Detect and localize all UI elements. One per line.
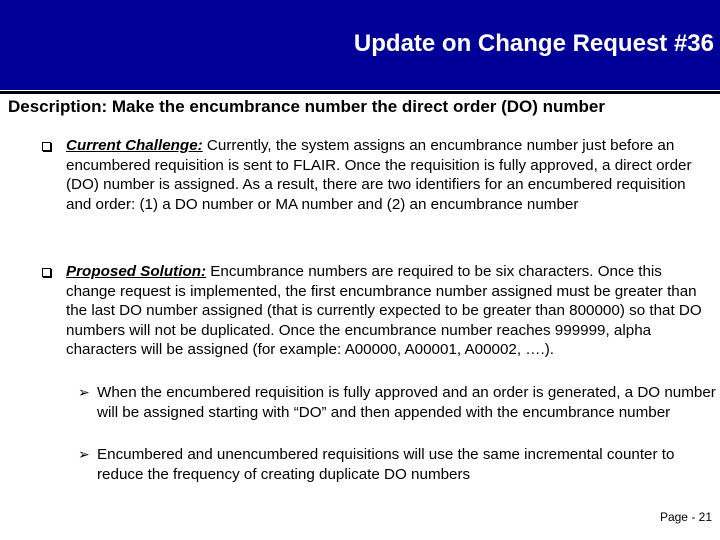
bullet-lead: Proposed Solution:	[66, 263, 207, 280]
square-bullet-icon	[42, 142, 51, 151]
bullet-body: Encumbrance numbers are required to be six characters. Once this change request is implemented, the first encumbrance number assigned must be greater than the last DO number assigned (that is currently expected to be greater than 800000) so that DO numbers will not be duplicated. Once the encumbrance number reaches 999999, alpha characters will be assigned (for example: A00000, A00001, A00002, ….).	[66, 263, 702, 359]
square-bullet-icon	[42, 268, 51, 277]
sub-bullet-text: Encumbered and unencumbered requisitions will use the same incremental counter to reduce the frequency of creating duplicate DO numbers	[97, 446, 675, 483]
bullet-text	[66, 262, 711, 360]
title-band	[0, 0, 720, 90]
arrow-bullet-icon: ➢	[78, 446, 90, 462]
title-divider	[0, 91, 720, 94]
slide-title: Update on Change Request #36	[353, 30, 714, 57]
sub-bullet-text: When the encumbered requisition is fully approved and an order is generated, a DO number will be assigned starting with “DO” and then appended with the encumbrance number	[97, 384, 716, 421]
bullet-lead: Current Challenge:	[66, 137, 203, 154]
bullet-body: Currently, the system assigns an encumbrance number just before an encumbered requisition is sent to FLAIR. Once the requisition is fully approved, a direct order (DO) number is assigned. As a result, there are two identifiers for an encumbered requisition and order: (1) a DO number or MA number and (2) an encumbrance number	[66, 137, 692, 213]
bullet-text	[66, 136, 711, 214]
page-number: Page - 21	[659, 510, 712, 524]
slide-description: Description: Make the encumbrance number the direct order (DO) number	[8, 97, 606, 116]
arrow-bullet-icon: ➢	[78, 384, 90, 400]
